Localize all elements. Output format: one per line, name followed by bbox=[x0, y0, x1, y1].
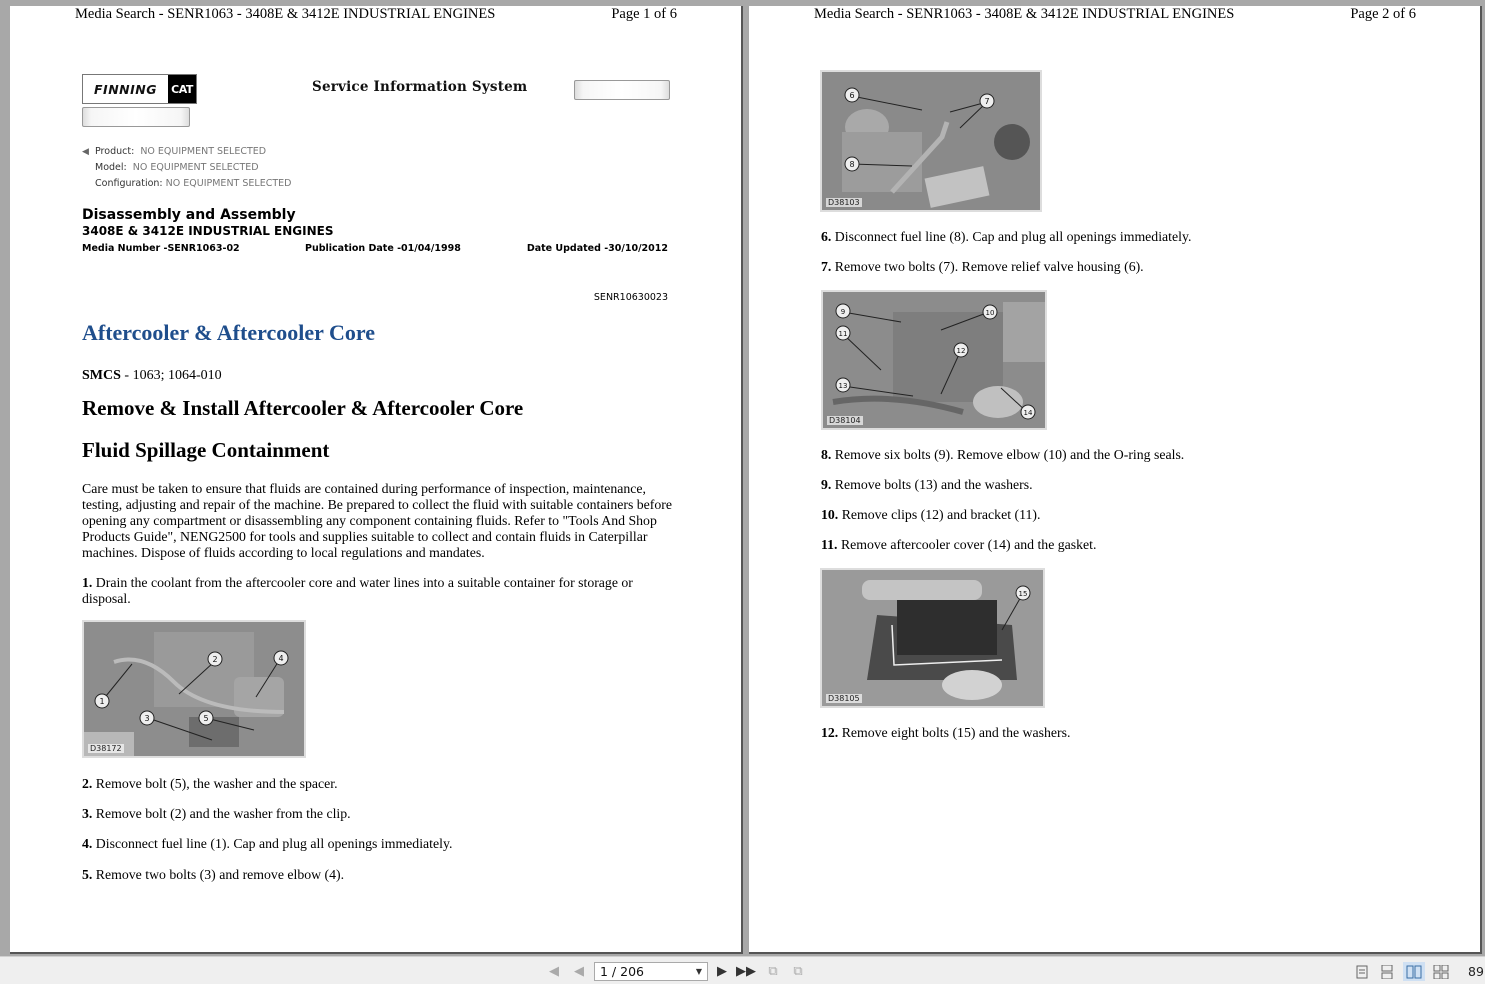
last-page-icon[interactable]: ▶▶ bbox=[736, 963, 756, 979]
two-page-continuous-icon bbox=[1433, 965, 1449, 979]
rotate-ccw-icon[interactable]: ⧉ bbox=[768, 963, 778, 979]
publication-date: Publication Date -01/04/1998 bbox=[305, 243, 461, 254]
single-page-view-button[interactable] bbox=[1351, 962, 1373, 981]
svg-text:1: 1 bbox=[99, 697, 105, 706]
step-number: 2. bbox=[82, 776, 93, 791]
smcs-value: - 1063; 1064-010 bbox=[120, 368, 222, 383]
step-9 bbox=[821, 477, 1033, 493]
finning-cat-logo bbox=[82, 74, 197, 104]
svg-text:5: 5 bbox=[203, 714, 209, 723]
svg-text:8: 8 bbox=[849, 160, 855, 169]
step-number: 7. bbox=[821, 259, 832, 274]
heading-fluid-spillage: Fluid Spillage Containment bbox=[82, 438, 330, 462]
continuous-view-button[interactable] bbox=[1376, 962, 1398, 981]
step-2 bbox=[82, 776, 338, 792]
page-indicator: 1 / 206 bbox=[600, 964, 644, 979]
step-number: 8. bbox=[821, 447, 832, 462]
rotate-cw-icon[interactable]: ⧉ bbox=[793, 963, 803, 979]
svg-text:11: 11 bbox=[838, 330, 848, 338]
page-number-label: Page 2 of 6 bbox=[1350, 6, 1416, 22]
step-text: Remove bolts (13) and the washers. bbox=[831, 477, 1033, 492]
model-label: Model: bbox=[95, 162, 127, 173]
section-title: Aftercooler & Aftercooler Core bbox=[82, 320, 375, 345]
chevron-down-icon: ▼ bbox=[695, 967, 702, 976]
previous-page-icon[interactable]: ◀ bbox=[574, 963, 584, 979]
sis-title: Service Information System bbox=[312, 79, 528, 95]
figure-d38172 bbox=[82, 620, 306, 758]
step-text: Remove bolt (5), the washer and the spacer. bbox=[92, 776, 338, 791]
step-text: Remove aftercooler cover (14) and the gasket. bbox=[837, 537, 1097, 552]
product-row bbox=[82, 146, 266, 157]
configuration-label: Configuration: bbox=[95, 178, 163, 189]
manual-title: Disassembly and Assembly bbox=[82, 207, 296, 223]
step-number: 6. bbox=[821, 229, 832, 244]
heading-remove-install: Remove & Install Aftercooler & Aftercooler Core bbox=[82, 396, 524, 420]
svg-text:15: 15 bbox=[1018, 590, 1028, 598]
product-value: NO EQUIPMENT SELECTED bbox=[140, 146, 267, 157]
two-page-continuous-view-button[interactable] bbox=[1430, 962, 1452, 981]
page-selector[interactable] bbox=[594, 962, 708, 981]
step-number: 10. bbox=[821, 507, 839, 522]
svg-text:7: 7 bbox=[984, 97, 990, 106]
step-text: Remove eight bolts (15) and the washers. bbox=[838, 725, 1071, 740]
figure-id: D38104 bbox=[829, 416, 861, 425]
step-4 bbox=[82, 836, 452, 852]
step-text: Remove two bolts (3) and remove elbow (4). bbox=[92, 867, 345, 882]
step-number: 3. bbox=[82, 806, 93, 821]
configuration-value: NO EQUIPMENT SELECTED bbox=[165, 178, 292, 189]
svg-text:6: 6 bbox=[849, 91, 855, 100]
step-12 bbox=[821, 725, 1070, 741]
svg-text:12: 12 bbox=[956, 347, 966, 355]
step-number: 11. bbox=[821, 537, 838, 552]
smcs-label: SMCS bbox=[82, 368, 121, 383]
page-2 bbox=[749, 6, 1482, 954]
next-page-icon[interactable]: ▶ bbox=[717, 963, 727, 979]
step-11 bbox=[821, 537, 1096, 553]
step-text: Remove six bolts (9). Remove elbow (10) and the O-ring seals. bbox=[831, 447, 1185, 462]
svg-text:13: 13 bbox=[838, 382, 848, 390]
step-3 bbox=[82, 806, 351, 822]
two-page-view-button[interactable] bbox=[1403, 962, 1425, 981]
configuration-row bbox=[95, 178, 291, 189]
running-header-title: Media Search - SENR1063 - 3408E & 3412E INDUSTRIAL ENGINES bbox=[75, 6, 496, 22]
svg-text:10: 10 bbox=[985, 309, 995, 317]
model-row bbox=[95, 162, 259, 173]
step-number: 1. bbox=[82, 575, 93, 590]
step-number: 5. bbox=[82, 867, 93, 882]
figure-d38105 bbox=[820, 568, 1045, 708]
step-5 bbox=[82, 867, 344, 883]
single-page-icon bbox=[1356, 965, 1368, 979]
step-text: Drain the coolant from the aftercooler core and water lines into a suitable container for storage or disposal. bbox=[82, 575, 633, 606]
step-text: Remove two bolts (7). Remove relief valve housing (6). bbox=[831, 259, 1144, 274]
smcs-code bbox=[82, 368, 222, 384]
product-label: Product: bbox=[95, 146, 135, 157]
media-number: Media Number -SENR1063-02 bbox=[82, 243, 240, 254]
step-6 bbox=[821, 229, 1191, 245]
running-header-title: Media Search - SENR1063 - 3408E & 3412E INDUSTRIAL ENGINES bbox=[814, 6, 1235, 22]
manual-subtitle: 3408E & 3412E INDUSTRIAL ENGINES bbox=[82, 224, 334, 238]
figure-d38104 bbox=[821, 290, 1047, 430]
engine-photo bbox=[822, 72, 1040, 210]
engine-photo bbox=[823, 292, 1045, 428]
engine-photo bbox=[822, 570, 1043, 706]
svg-text:2: 2 bbox=[212, 655, 218, 664]
svg-text:14: 14 bbox=[1023, 409, 1033, 417]
figure-id: D38172 bbox=[90, 744, 122, 753]
svg-text:3: 3 bbox=[144, 714, 150, 723]
finning-logo-text: FINNING bbox=[94, 81, 157, 97]
figure-id: D38103 bbox=[828, 198, 860, 207]
fluid-paragraph: Care must be taken to ensure that fluids are contained during performance of inspection, maintenance, testing, adjusting and repair of the machine. Be prepared to collect the fluid with suitable containers before opening any compartment or disassembling any component containing fluids. Refer to "Tools And Shop Products Guide", NENG2500 for tools and supplies suitable to collect and contain fluids in Caterpillar machines. Dispose of fluids according to local regulations and mandates. bbox=[82, 481, 672, 560]
step-1 bbox=[82, 575, 682, 607]
step-10 bbox=[821, 507, 1040, 523]
two-page-icon bbox=[1406, 965, 1422, 979]
step-text: Remove bolt (2) and the washer from the clip. bbox=[92, 806, 351, 821]
document-id: SENR10630023 bbox=[593, 292, 668, 303]
continuous-icon bbox=[1381, 965, 1393, 979]
header-button-left[interactable] bbox=[82, 107, 190, 127]
engine-photo bbox=[84, 622, 304, 756]
step-number: 9. bbox=[821, 477, 832, 492]
header-button-right[interactable] bbox=[574, 80, 670, 100]
figure-d38103 bbox=[820, 70, 1042, 212]
svg-text:4: 4 bbox=[278, 654, 284, 663]
figure-id: D38105 bbox=[828, 694, 860, 703]
svg-text:9: 9 bbox=[840, 308, 846, 316]
step-number: 12. bbox=[821, 725, 839, 740]
back-arrow-icon[interactable]: ◀ bbox=[82, 147, 89, 157]
step-number: 4. bbox=[82, 836, 93, 851]
date-updated: Date Updated -30/10/2012 bbox=[526, 243, 668, 254]
step-text: Disconnect fuel line (8). Cap and plug all openings immediately. bbox=[831, 229, 1192, 244]
viewer-toolbar bbox=[0, 956, 1485, 984]
step-8 bbox=[821, 447, 1184, 463]
step-text: Disconnect fuel line (1). Cap and plug all openings immediately. bbox=[92, 836, 453, 851]
page-1 bbox=[10, 6, 743, 954]
page-number-label: Page 1 of 6 bbox=[611, 6, 677, 22]
zoom-level[interactable]: 89 bbox=[1468, 964, 1484, 979]
first-page-icon[interactable]: ◀︎ bbox=[549, 963, 559, 979]
step-text: Remove clips (12) and bracket (11). bbox=[838, 507, 1041, 522]
model-value: NO EQUIPMENT SELECTED bbox=[132, 162, 259, 173]
cat-logo-text: CAT bbox=[168, 75, 196, 103]
step-7 bbox=[821, 259, 1144, 275]
